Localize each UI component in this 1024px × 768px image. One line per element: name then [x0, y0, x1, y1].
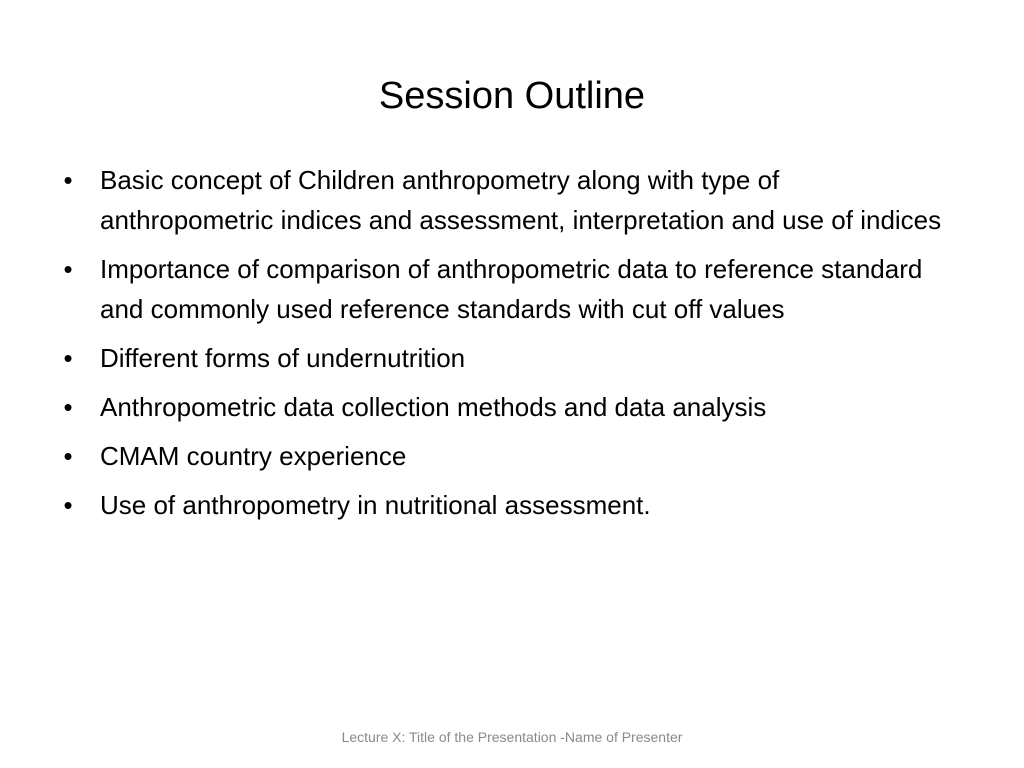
bullet-icon: • [63, 392, 73, 422]
bullet-text: Different forms of undernutrition [100, 343, 466, 373]
list-item [58, 249, 958, 329]
bullet-icon: • [63, 441, 73, 471]
list-item [58, 387, 958, 427]
bullet-list [58, 160, 958, 534]
bullet-text: Use of anthropometry in nutritional assessment. [100, 490, 651, 520]
list-item [58, 160, 958, 240]
bullet-text: Anthropometric data collection methods and data analysis [100, 392, 767, 422]
bullet-icon: • [63, 343, 73, 373]
bullet-text: Importance of comparison of anthropometric data to reference standard and commonly used reference standards with cut off values [100, 254, 923, 324]
bullet-icon: • [63, 254, 73, 284]
bullet-text: CMAM country experience [100, 441, 407, 471]
slide-footer: Lecture X: Title of the Presentation -Name of Presenter [341, 729, 683, 745]
list-item [58, 436, 958, 476]
list-item [58, 485, 958, 525]
list-item [58, 338, 958, 378]
slide-title: Session Outline [378, 75, 646, 117]
bullet-text: Basic concept of Children anthropometry along with type of anthropometric indices and assessment, interpretation and use of indices [100, 165, 942, 235]
bullet-icon: • [63, 490, 73, 520]
bullet-icon: • [63, 165, 73, 195]
